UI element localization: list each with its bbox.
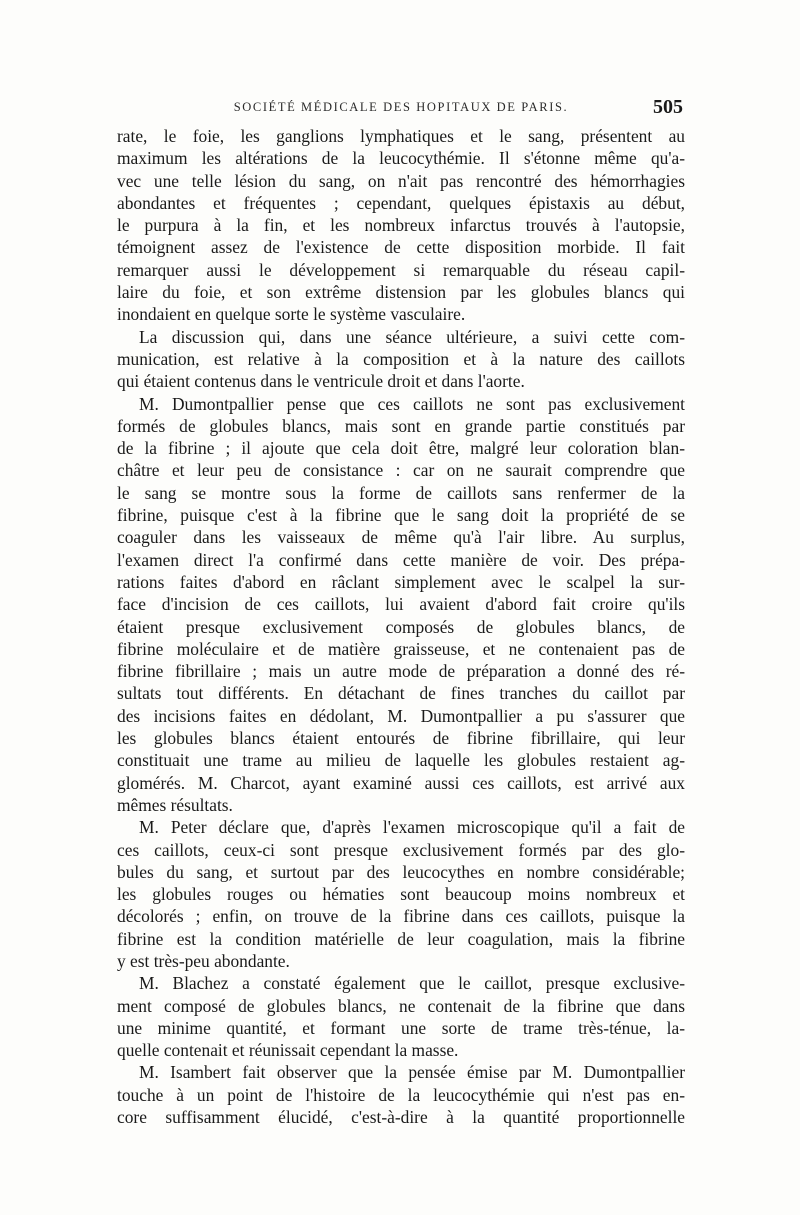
- text-line: touche à un point de l'histoire de la leucocythémie qui n'est pas en-: [117, 1084, 685, 1105]
- text-line: châtre et leur peu de consistance : car on ne saurait comprendre que: [117, 460, 685, 481]
- paragraph: [117, 972, 685, 1061]
- running-header: [117, 96, 685, 122]
- paragraph: [117, 125, 685, 326]
- text-line: décolorés ; enfin, on trouve de la fibrine dans ces caillots, puisque la: [117, 906, 685, 927]
- text-line: constituait une trame au milieu de laquelle les globules restaient ag-: [117, 750, 685, 771]
- text-line: laire du foie, et son extrême distension par les globules blancs qui: [117, 282, 685, 303]
- paragraph: [117, 1061, 685, 1128]
- paragraph: [117, 393, 685, 817]
- text-line: des incisions faites en dédolant, M. Dumontpallier a pu s'assurer que: [117, 705, 685, 726]
- text-line: remarquer aussi le développement si remarquable du réseau capil-: [117, 259, 685, 280]
- text-line: M. Peter déclare que, d'après l'examen microscopique qu'il a fait de: [139, 817, 685, 838]
- text-line: étaient presque exclusivement composés de globules blancs, de: [117, 616, 685, 637]
- paragraph: [117, 326, 685, 393]
- text-line: ment composé de globules blancs, ne contenait de la fibrine que dans: [117, 995, 685, 1016]
- text-line: M. Dumontpallier pense que ces caillots ne sont pas exclusivement: [139, 393, 685, 414]
- text-line: core suffisamment élucidé, c'est-à-dire à la quantité proportionnelle: [117, 1107, 685, 1128]
- text-line: une minime quantité, et formant une sorte de trame très-ténue, la-: [117, 1017, 685, 1038]
- text-line: maximum les altérations de la leucocythémie. Il s'étonne même qu'a-: [117, 148, 685, 169]
- text-line: y est très-peu abondante.: [117, 950, 290, 971]
- document-page: [117, 96, 685, 1128]
- text-line: le sang se montre sous la forme de caillots sans renfermer de la: [117, 482, 685, 503]
- text-line: inondaient en quelque sorte le système vasculaire.: [117, 304, 466, 325]
- text-line: abondantes et fréquentes ; cependant, quelques épistaxis au début,: [117, 192, 685, 213]
- text-line: bules du sang, et surtout par des leucocythes en nombre considérable;: [117, 861, 685, 882]
- text-line: le purpura à la fin, et les nombreux infarctus trouvés à l'autopsie,: [117, 215, 685, 236]
- text-line: rations faites d'abord en râclant simplement avec le scalpel la sur-: [117, 571, 685, 592]
- page-number: 505: [653, 96, 683, 118]
- text-line: fibrine fibrillaire ; mais un autre mode de préparation a donné des ré-: [117, 661, 685, 682]
- text-line: coaguler dans les vaisseaux de même qu'à l'air libre. Au surplus,: [117, 527, 685, 548]
- text-line: l'examen direct l'a confirmé dans cette manière de voir. Des prépa-: [117, 549, 685, 570]
- paragraph: [117, 816, 685, 972]
- text-line: mêmes résultats.: [117, 794, 233, 815]
- text-line: glomérés. M. Charcot, ayant examiné aussi ces caillots, est arrivé aux: [117, 772, 685, 793]
- text-line: les globules rouges ou hématies sont beaucoup moins nombreux et: [117, 884, 685, 905]
- text-line: de la fibrine ; il ajoute que cela doit être, malgré leur coloration blan-: [117, 438, 685, 459]
- text-line: sultats tout différents. En détachant de fines tranches du caillot par: [117, 683, 685, 704]
- text-line: fibrine est la condition matérielle de leur coagulation, mais la fibrine: [117, 928, 685, 949]
- text-line: les globules blancs étaient entourés de fibrine fibrillaire, qui leur: [117, 728, 685, 749]
- text-line: rate, le foie, les ganglions lymphatiques et le sang, présentent au: [117, 126, 685, 146]
- text-line: M. Blachez a constaté également que le caillot, presque exclusive-: [139, 973, 685, 994]
- text-line: vec une telle lésion du sang, on n'ait pas rencontré des hémorrhagies: [117, 170, 685, 191]
- text-line: fibrine moléculaire et de matière graisseuse, et ne contenaient pas de: [117, 638, 685, 659]
- text-line: quelle contenait et réunissait cependant la masse.: [117, 1040, 459, 1061]
- text-line: face d'incision de ces caillots, lui avaient d'abord fait croire qu'ils: [117, 594, 685, 615]
- body-text: [117, 125, 685, 1128]
- text-line: fibrine, puisque c'est à la fibrine que le sang doit la propriété de se: [117, 505, 685, 526]
- text-line: La discussion qui, dans une séance ultérieure, a suivi cette com-: [139, 326, 685, 347]
- text-line: munication, est relative à la composition et à la nature des caillots: [117, 348, 685, 369]
- text-line: M. Isambert fait observer que la pensée émise par M. Dumontpallier: [139, 1062, 685, 1083]
- text-line: formés de globules blancs, mais sont en grande partie constitués par: [117, 415, 685, 436]
- text-line: témoignent assez de l'existence de cette disposition morbide. Il fait: [117, 237, 685, 258]
- text-line: ces caillots, ceux-ci sont presque exclusivement formés par des glo-: [117, 839, 685, 860]
- text-line: qui étaient contenus dans le ventricule droit et dans l'aorte.: [117, 371, 525, 392]
- running-title: SOCIÉTÉ MÉDICALE DES HOPITAUX DE PARIS.: [233, 100, 569, 114]
